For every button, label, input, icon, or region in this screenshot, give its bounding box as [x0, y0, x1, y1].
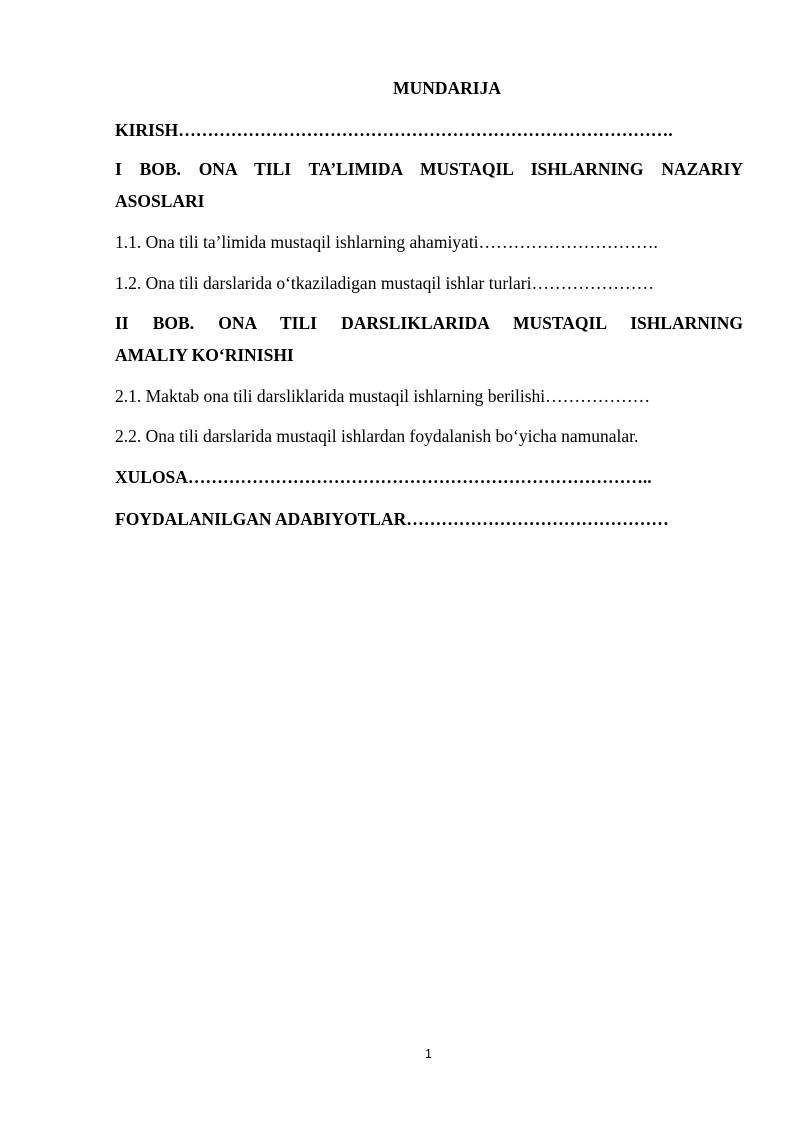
toc-chapter-1-line1: I BOB. ONA TILI TA’LIMIDA MUSTAQIL ISHLARNING NAZARIY [115, 159, 743, 179]
toc-chapter-1-line2: ASOSLARI [115, 191, 205, 211]
toc-entry-introduction: KIRISH…………………………………………………………………………. [115, 120, 673, 140]
toc-entry-2-1: 2.1. Maktab ona tili darsliklarida mustaqil ishlarning berilishi……………… [115, 386, 651, 406]
page-number: 1 [425, 1047, 432, 1061]
toc-entry-conclusion: XULOSA…………………………………………………………………….. [115, 467, 652, 487]
toc-chapter-2-line1: II BOB. ONA TILI DARSLIKLARIDA MUSTAQIL ISHLARNING [115, 313, 743, 333]
toc-title: MUNDARIJA [393, 78, 501, 98]
toc-entry-references: FOYDALANILGAN ADABIYOTLAR……………………………………… [115, 509, 669, 529]
toc-entry-1-1: 1.1. Ona tili ta’limida mustaqil ishlarning ahamiyati…………………………. [115, 232, 658, 252]
toc-chapter-2 [115, 307, 743, 371]
toc-entry-1-2: 1.2. Ona tili darslarida o‘tkaziladigan mustaqil ishlar turlari………………… [115, 273, 654, 293]
toc-chapter-2-line2: AMALIY KO‘RINISHI [115, 345, 294, 365]
toc-entry-2-2: 2.2. Ona tili darslarida mustaqil ishlardan foydalanish bo‘yicha namunalar. [115, 426, 639, 446]
toc-chapter-1 [115, 153, 743, 217]
